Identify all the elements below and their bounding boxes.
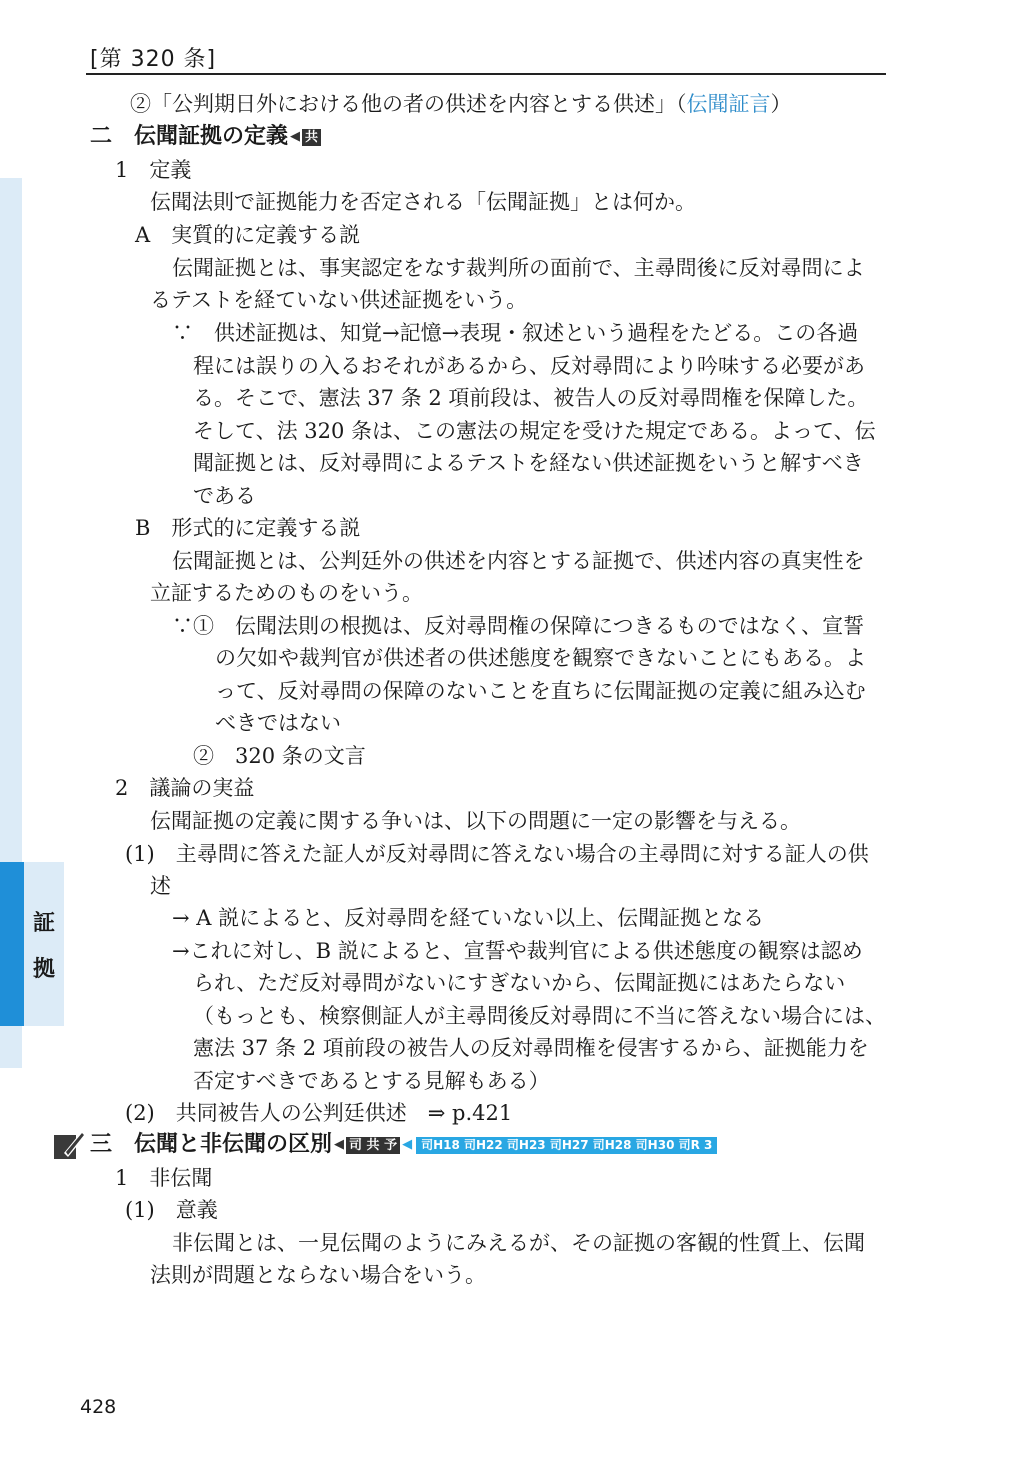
- text-line: 程には誤りの入るおそれがあるから、反対尋問により吟味する必要があ: [193, 354, 865, 378]
- text-line: (1) 主尋問に答えた証人が反対尋問に答えない場合の主尋問に対する証人の供: [125, 842, 869, 866]
- text-line: 立証するためのものをいう。: [150, 581, 423, 605]
- section-heading: 三 伝聞と非伝聞の区別 ◀ 司 共 予 ◀ 司H18 司H22 司H23 司H27 司H28 司H30 司R 3: [90, 1129, 717, 1161]
- text-line: ② 320 条の文言: [193, 744, 366, 768]
- exam-badge: 共: [302, 129, 321, 146]
- text-line: である: [193, 484, 256, 508]
- subsection-heading: 2 議論の実益: [115, 776, 255, 800]
- text-line: って、反対尋問の保障のないことを直ちに伝聞証拠の定義に組み込む: [215, 679, 866, 703]
- subsection-heading: A 実質的に定義する説: [135, 223, 361, 247]
- subsection-heading: 1 定義: [115, 158, 192, 182]
- text-line: (1) 意義: [125, 1198, 218, 1222]
- subsection-heading: B 形式的に定義する説: [135, 516, 361, 540]
- text-line: (2) 共同被告人の公判廷供述 ⇒ p.421: [125, 1101, 513, 1125]
- text-line: （もっとも、検察側証人が主尋問後反対尋問に不当に答えない場合には、: [193, 1004, 886, 1028]
- chapter-tab-char: 証: [32, 911, 55, 936]
- text-line: 否定すべきであるとする見解もある）: [193, 1069, 550, 1093]
- text-line: 伝聞証拠とは、公判廷外の供述を内容とする証拠で、供述内容の真実性を: [172, 549, 865, 573]
- text-line: 伝聞法則で証拠能力を否定される「伝聞証拠」とは何か。: [150, 190, 696, 214]
- text-line: 伝聞証拠の定義に関する争いは、以下の問題に一定の影響を与える。: [150, 809, 801, 833]
- text-line: 憲法 37 条 2 項前段の被告人の反対尋問権を侵害するから、証拠能力を: [193, 1036, 869, 1060]
- exam-years-badge: 司H18 司H22 司H23 司H27 司H28 司H30 司R 3: [416, 1137, 717, 1154]
- text-line: 非伝聞とは、一見伝聞のようにみえるが、その証拠の客観的性質上、伝聞: [172, 1231, 865, 1255]
- text-line: ②「公判期日外における他の者の供述を内容とする供述」（伝聞証言）: [130, 92, 792, 116]
- text-line: る。そこで、憲法 37 条 2 項前段は、被告人の反対尋問権を保障した。: [193, 386, 869, 410]
- key-term: 伝聞証言: [686, 92, 771, 116]
- page-number: 428: [80, 1396, 117, 1418]
- text-line: るテストを経ていない供述証拠をいう。: [150, 288, 528, 312]
- text-line: →これに対し、B 説によると、宣誓や裁判官による供述態度の観察は認め: [172, 939, 863, 963]
- text-line: そして、法 320 条は、この憲法の規定を受けた規定である。よって、伝: [193, 419, 876, 443]
- text-line: 法則が問題とならない場合をいう。: [150, 1263, 486, 1287]
- text-line: 聞証拠とは、反対尋問によるテストを経ない供述証拠をいうと解すべき: [193, 451, 864, 475]
- pencil-icon: [54, 1127, 86, 1161]
- subsection-heading: 1 非伝聞: [115, 1166, 213, 1190]
- article-heading: [第 320 条]: [90, 47, 217, 72]
- text-line: 伝聞証拠とは、事実認定をなす裁判所の面前で、主尋問後に反対尋問によ: [172, 256, 865, 280]
- exam-badge: 司 共 予: [346, 1137, 400, 1154]
- chapter-tab[interactable]: [24, 862, 64, 1026]
- chapter-tab-char: 拠: [32, 957, 55, 982]
- text-line: べきではない: [215, 711, 341, 735]
- section-heading: 二 伝聞証拠の定義 ◀ 共: [90, 121, 321, 153]
- text-line: ∵① 伝聞法則の根拠は、反対尋問権の保障につきるものではなく、宣誓: [172, 614, 865, 638]
- sidebar-tab-accent: [0, 862, 24, 1026]
- header-rule: [86, 73, 886, 75]
- text-line: ∵ 供述証拠は、知覚→記憶→表現・叙述という過程をたどる。この各過: [172, 321, 859, 345]
- text-line: られ、ただ反対尋問がないにすぎないから、伝聞証拠にはあたらない: [193, 971, 846, 995]
- text-line: の欠如や裁判官が供述者の供述態度を観察できないことにもある。よ: [215, 646, 866, 670]
- text-line: → A 説によると、反対尋問を経ていない以上、伝聞証拠となる: [172, 906, 765, 930]
- text-line: 述: [150, 874, 171, 898]
